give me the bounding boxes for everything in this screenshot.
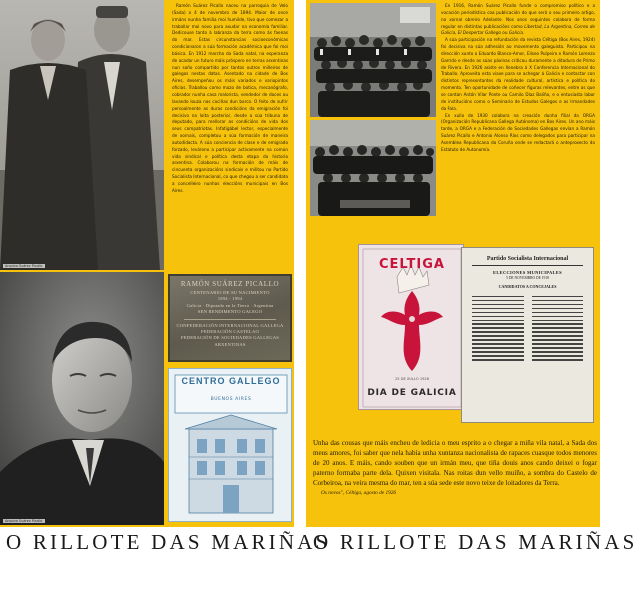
quote-text: Unha das cousas que máis encheu de ledicia o meu esprito a o chegar a miña vila natal, a Sada dos meus amores, foi saber que nela había unha xuntanza nacionalista de rapaces cuasque todos menores de 20 anos. E máis, cando souben que un irmán meu, que tiña douis anos cando deixei o fogar paterno formaba parte dela. Quixen visitala. Nas roitas dun vello muíño, a sombra do Castelo de Corbeiroa, na veira mesma do mar, ten a súa sede este novo teixe de loitadores da Terra. [313, 439, 597, 488]
group-photo-top [310, 3, 436, 117]
candidate-column-right [532, 293, 584, 363]
portrait-photo [0, 272, 164, 525]
bio-text: , [541, 24, 545, 30]
candidate-column-left [472, 293, 524, 363]
centro-title-l1: CENTRO [181, 376, 226, 386]
bio-paragraph-1 [441, 4, 595, 38]
brand-title-right: O RILLOTE DAS MARIÑAS [313, 530, 637, 554]
centro-title-l2: GALLEGO [229, 376, 281, 386]
left-panel [0, 0, 294, 527]
election-newspaper [461, 247, 594, 423]
plaque-line: Galicia · Diputado en la Tierra · Argentina [186, 302, 274, 308]
brand-title-left: O RILLOTE DAS MARIÑAS [6, 530, 331, 554]
candidate-columns [472, 293, 583, 363]
family-portrait-photo [0, 0, 164, 270]
newspaper-title: ELECCIONES MUNICIPALES [493, 270, 562, 275]
photo-credit: Arquivo Suárez Picallo [5, 264, 43, 268]
publication-title: El Despertar Gallego [457, 31, 501, 37]
publication-title: Correo de Galicia [441, 24, 596, 37]
photo-credit: Arquivo Suárez Picallo [5, 519, 43, 523]
newspaper-list-title: CANDIDATOS A CONCEJALES [498, 284, 557, 289]
publication-title: Libertad [524, 24, 542, 30]
plaque-line: 1894 - 1994 [217, 296, 243, 302]
bio-paragraph: Ramón Suárez Picallo naceu na parroquia de Velo (Sada) o 4 de novembro de 1894. Maior de once irmáns nunha familia moi humilde, tivo que comezar a traballar moi novo para axudar na economía familiar. Dedicouse tanto á labranza da terra como ás faenas do mar. Estas circunstancias socioeconómicas condicionaron a súa formación académica que foi moi básica. En 1912 marcha da Sada natal, na esperanza de acadar un futuro máis próspero en terras arxentinas nun soño compartido por tantos outros milleiros de galegos nestas datas. Asentado na cidade de Bos Aires, desempeñou os máis variados e variopintos oficios. Traballou como mozo de botica, mecanógrafo, cobrador nunha casa malorista, vendedor de doces ou lavando louza nas cociñas dun barco. O feito de sufrir persoalmente as duras condicións da emigración foi decisivo na loita posterior, desde a súa tribuna de deputado, para mellorar as condicións de vida dos seus compatriotas. Infatigábel lector, especialmente de xornais, completou a súa formación de maneira autodidacta. A súa conciencia de clase e de emigrado forzado, levárono a participar activamente na común vida sindical e política desta etapa da historia arxentina. Colaborou na formación de máis de cincuenta organizacións sindicais e militou no Partido Socialista Internacional, co que chegou a ser candidato a concelleiro nunhas eleccións municipais en Bos Aires. [172, 4, 288, 194]
plaque-line: CONFEDERACIÓN INTERNACIONAL GALLEGA [176, 322, 284, 328]
bio-paragraph-3: En xullo de 1930 colabora na creación dunha filial da ORGA (Organización Republicana Gallega Autónoma) en Bos Aires. Un ano máis tarde, a ORGA e a Federación de Sociedades Gallegas envían a Ramón Suárez Picallo e Antonio Alonso Ríos como delegados para participar na Asemblea Republicana da Coruña onde se redactará o anteproxecto do Estatuto de Autonomía. [441, 113, 595, 153]
plaque-line: FEDERACIÓN CASTELAO [200, 329, 260, 335]
right-panel [306, 0, 600, 527]
right-biography [441, 4, 595, 155]
bio-text: , [571, 24, 575, 30]
bio-text: , [455, 31, 458, 37]
plaque-line: SEN RENDIMENTO GALEGO [197, 309, 263, 315]
plaque-divider [184, 319, 276, 320]
publication-title: La Argentina [544, 24, 572, 30]
centro-gallego-card [168, 368, 292, 522]
memorial-plaque [168, 274, 292, 362]
publication-title: Galicia [508, 31, 523, 37]
centro-city: BUENOS AIRES [210, 397, 252, 402]
quote-source: Os novos", Céltiga, agosto de 1926 [321, 490, 397, 497]
celtiga-date: 25 DE XULLO 1926 [395, 377, 429, 381]
group-photo-bottom [310, 120, 436, 216]
plaque-name: RAMÓN SUÁREZ PICALLO [180, 280, 280, 288]
plaque-line: CENTENARIO DE SU NACIMIENTO [190, 290, 270, 295]
newspaper-header: Partido Socialista Internacional [472, 256, 583, 266]
bio-text: . [522, 31, 525, 37]
celtiga-footer: DIA DE GALICIA [367, 388, 457, 398]
celtiga-quote [313, 438, 597, 497]
left-biography [172, 4, 288, 196]
bio-paragraph-2: A súa participación na refundación da revista Céltiga (Bos Aires, 1924) foi decisiva na súa adhesión ao movemento galeguista. Participou na dirección xunto a Eduardo Blanco-Amor, Eliseo Pulpeiro e Ramón Lorenzo Garrido e desde as súas páxinas criticou duramente a ditadura de Primo de Rivera. En 1926 asiste en Xenebra á X Conferencia Internacional do Traballo. Aproveita esta viaxe para se achegar á Galicia e contactar con distintos representantes da realidade cultural, artística e política do momento. Ten oportunidade de coñecer figuras relevantes, entre as que se contan Antón Vilar Ponte ou Camilo Díaz Baliño, e o entusiasta labor de institucións como o Seminario de Estudos Galegos e as Irmandades da Fala. [441, 38, 595, 112]
centro-title [169, 377, 293, 386]
celtiga-poster [358, 244, 464, 410]
celtiga-title: CELTIGA [379, 257, 445, 272]
bio-text: En 1916, Ramón Suárez Picallo funde o compromiso político e a vocación periodística coa publicación do que será o seu primeiro artigo, no xornal obreiro Adelante. Nos anos seguintes colabora de forma regular en distintas publicacións como [441, 4, 595, 30]
bio-text: ou [500, 31, 509, 37]
newspaper-date: 5 DE NOVEMBRO DE 1918 [506, 276, 549, 280]
plaque-line: FEDERACIÓN DE SOCIEDADES GALLEGAS ARXENTINAS [180, 335, 280, 347]
